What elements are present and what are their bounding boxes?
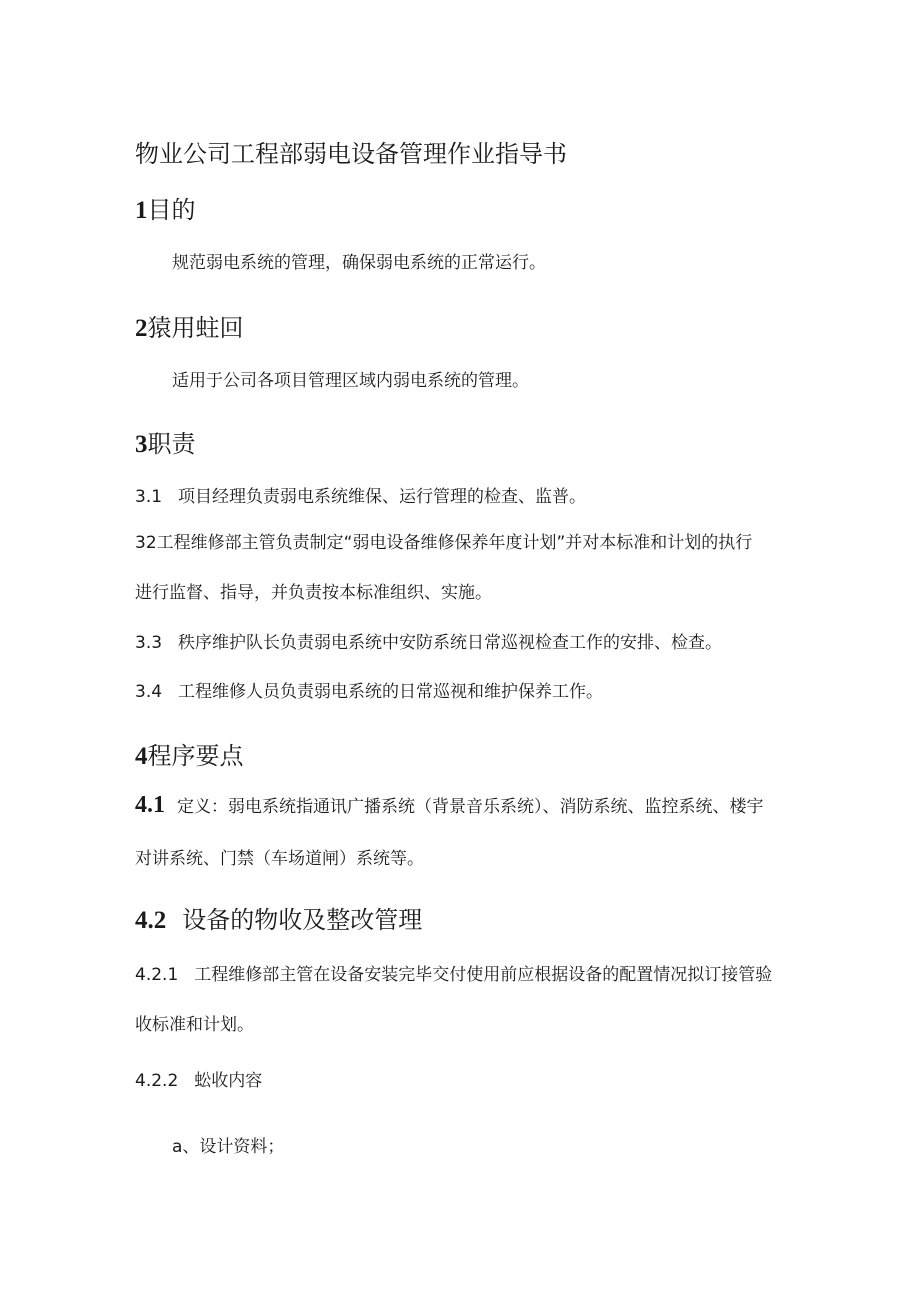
item-3-4-number: 3.4 [135,682,163,702]
item-3-2-line2: 进行监督、指导，并负责按本标准组织、实施。 [135,583,492,603]
section-1-heading [135,190,196,225]
section-1-number: 1 [135,197,148,224]
section-3-number: 3 [135,431,148,458]
section-4-2-number: 4.2 [135,907,167,934]
section-2-number: 2 [135,315,148,342]
section-4-2-heading [135,900,422,935]
item-3-4 [135,677,603,702]
section-3-heading [135,424,196,459]
section-4-2-title: 设备的物收及整改管理 [182,906,423,934]
item-3-3-text: 秩序维护队长负责弱电系统中安防系统日常巡视检查工作的安排、检查。 [178,633,723,653]
section-3-title: 职责 [147,430,196,458]
item-4-1-line1 [135,792,764,819]
section-1-text: 规范弱电系统的管理，确保弱电系统的正常运行。 [172,253,546,273]
item-3-3-number: 3.3 [135,633,163,653]
document-title: 物业公司工程部弱电设备管理作业指导书 [135,140,567,168]
item-4-2-1-line1 [135,960,772,985]
section-2-text: 适用于公司各项目管理区域内弱电系统的管理。 [172,371,529,391]
item-4-2-1-number: 4.2.1 [135,965,179,985]
item-4-2-1-line2: 收标准和计划。 [135,1015,254,1035]
section-4-heading [135,736,244,771]
item-4-1-number: 4.1 [135,792,165,818]
item-3-2-line1: 32工程维修部主管负责制定“弱电设备维修保养年度计划”并对本标准和计划的执行 [135,533,753,553]
item-4-2-1-text: 工程维修部主管在设备安装完毕交付使用前应根据设备的配置情况拟订接管验 [194,965,773,985]
item-4-1-text: 定义：弱电系统指通讯广播系统（背景音乐系统）、消防系统、监控系统、楼宇 [177,797,764,817]
item-4-1-line2: 对讲系统、门禁（车场道闸）系统等。 [135,849,424,869]
section-2-title: 猿用蛀回 [147,314,244,342]
section-4-title: 程序要点 [147,742,244,770]
section-2-heading [135,308,244,343]
item-3-3 [135,628,722,653]
item-4-2-2-number: 4.2.2 [135,1071,179,1091]
section-4-number: 4 [135,743,148,770]
item-4-2-2 [135,1066,262,1091]
section-1-title: 目的 [147,196,196,224]
item-4-2-2-text: 蚣收内容 [194,1071,263,1091]
list-item-a: a、设计资料； [172,1137,285,1157]
item-3-1-number: 3.1 [135,487,163,507]
item-3-1 [135,482,586,507]
item-3-1-text: 项目经理负责弱电系统维保、运行管理的检查、监普。 [178,487,587,507]
item-3-4-text: 工程维修人员负责弱电系统的日常巡视和维护保养工作。 [178,682,604,702]
